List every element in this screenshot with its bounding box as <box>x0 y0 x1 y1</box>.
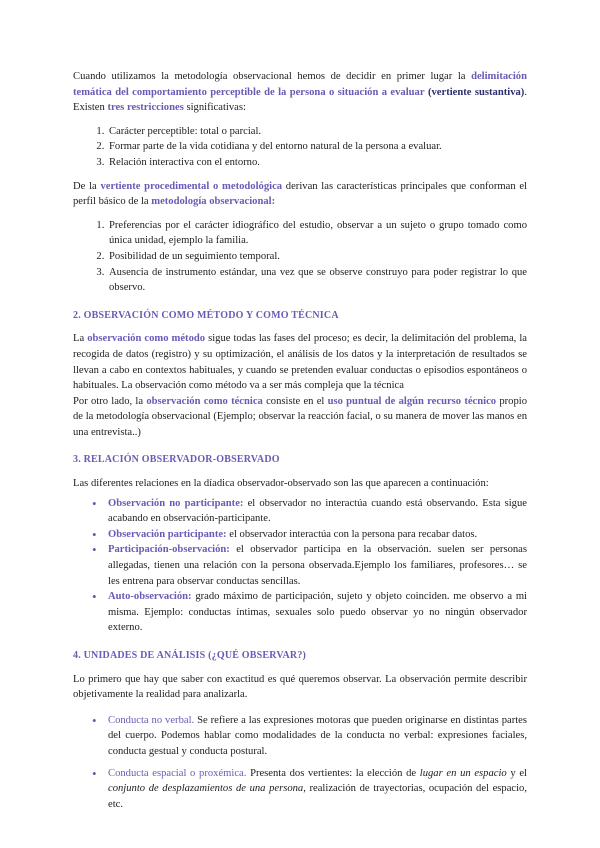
unit-term: Conducta no verbal. <box>108 714 195 726</box>
method-text: sigue todas las fases del proceso; es decir, la delimitación del problema, la recogida de datos (registro) y su optimización, el análisis de los datos y la interpretación de resultados se llevan a cabo en contextos habituales, y cuando se pretenden evaluar conductas o episodios espontáneos o habituales. La observación como método va a ser más compleja que la técnica <box>73 333 527 392</box>
highlight-observation-as-technique: observación como técnica <box>146 395 263 407</box>
highlight-thematic-delimitation: delimitación temática del comportamiento perceptible de la persona o situación a evaluar <box>73 71 527 98</box>
unit-italic: lugar en un espacio <box>419 767 507 779</box>
list-item: 2. Formar parte de la vida cotidiana y del entorno natural de la persona a evaluar. <box>107 139 527 155</box>
document-content <box>73 69 527 812</box>
characteristics-list <box>73 218 527 296</box>
intro-paragraph <box>73 69 527 116</box>
units-intro: Lo primero que hay que saber con exactitud es qué queremos observar. La observación permite describir objetivamente la realidad para analizarla. <box>73 673 527 701</box>
relation-text: grado máximo de participación, sujeto y objeto coinciden. me observo a mi misma. Ejemplo: conductas íntimas, sexuales solo puedo observar yo no ningún observador externo. <box>108 591 527 634</box>
highlight-observational-methodology: metodología observacional: <box>151 196 276 208</box>
unit-text: , realización de trayectorias, ocupación del espacio, etc. <box>108 783 528 810</box>
unit-term: Conducta espacial o proxémica. <box>108 767 247 779</box>
list-item: 3. Relación interactiva con el entorno. <box>107 155 527 171</box>
procedural-text: De la <box>73 180 101 192</box>
unit-italic: conjunto de desplazamientos de una persona <box>108 783 304 795</box>
list-item: 1. Carácter perceptible: total o parcial. <box>107 124 527 140</box>
unit-text: Se refiere a las expresiones motoras que pueden originarse en distintas partes del cuerpo. Podemos hablar como modalidades de la conducta no verbal: expresiones faciales, conducta gestual y conducta postural. <box>108 714 527 757</box>
highlight-three-restrictions: tres restricciones <box>107 102 184 114</box>
units-list <box>73 713 527 813</box>
section-heading-3: 3. RELACIÓN OBSERVADOR-OBSERVADO <box>73 454 280 466</box>
relation-text: el observador interactúa con la persona para recabar datos. <box>226 528 478 540</box>
technique-paragraph <box>73 394 527 441</box>
highlight-observation-as-method: observación como método <box>87 333 206 345</box>
list-item: 1. Preferencias por el carácter idiográfico del estudio, observar a un sujeto o grupo tomado como única unidad, ejemplo la familia. <box>107 218 527 249</box>
highlight-technical-resource: uso puntual de algún recurso técnico <box>327 395 497 407</box>
technique-text: Por otro lado, la <box>73 395 147 407</box>
highlight-procedural-aspect: vertiente procedimental o metodológica <box>100 180 283 192</box>
procedural-paragraph <box>73 179 527 210</box>
relations-list <box>73 496 527 636</box>
relation-text: el observador participa en la observación. suelen ser personas allegadas, tienen una relación con la persona observada.Ejemplo los familiares, profesores… se les entrena para observar conductas sencillas. <box>108 544 527 587</box>
list-item: 2. Posibilidad de un seguimiento temporal. <box>107 249 527 265</box>
relation-term: Auto-observación: <box>108 591 192 603</box>
list-item <box>108 713 527 760</box>
list-item <box>108 766 527 813</box>
restrictions-list <box>73 124 527 171</box>
list-item <box>108 589 527 636</box>
unit-text: y el <box>506 767 527 779</box>
method-text: La <box>73 333 88 345</box>
relation-term: Participación-observación: <box>108 544 230 556</box>
list-item: 3. Ausencia de instrumento estándar, una vez que se observe construyo para poder registrar lo que observo. <box>107 265 527 296</box>
procedural-text: derivan las características principales que conforman el perfil básico de la <box>73 180 527 208</box>
technique-text: consiste en el <box>262 395 328 407</box>
list-item <box>108 542 527 589</box>
relation-term: Observación no participante: <box>108 497 244 509</box>
section-heading-2: 2. OBSERVACIÓN COMO MÉTODO Y COMO TÉCNICA <box>73 309 339 321</box>
section-heading-4: 4. UNIDADES DE ANÁLISIS (¿QUÉ OBSERVAR?) <box>73 650 307 661</box>
intro-text: significativas: <box>183 102 246 114</box>
method-paragraph <box>73 331 527 393</box>
intro-text: . Existen <box>73 86 527 114</box>
relations-intro: Las diferentes relaciones en la díadica observador-observado son las que aparecen a continuación: <box>73 478 489 490</box>
technique-text: propio de la metodología observacional (Ejemplo; observar la reacción facial, o su manera de mover las manos en una entrevista..) <box>73 395 528 438</box>
relation-text: el observador no interactúa cuando está observando. Esta sigue acabando en observación-participante. <box>108 497 527 525</box>
relation-term: Observación participante: <box>108 528 227 540</box>
unit-text: Presenta dos vertientes: la elección de <box>246 767 420 779</box>
highlight-substantive-aspect: (vertiente sustantiva) <box>427 86 525 98</box>
list-item <box>108 527 527 543</box>
list-item <box>108 496 527 527</box>
intro-text: Cuando utilizamos la metodología observacional hemos de decidir en primer lugar la <box>73 71 472 82</box>
